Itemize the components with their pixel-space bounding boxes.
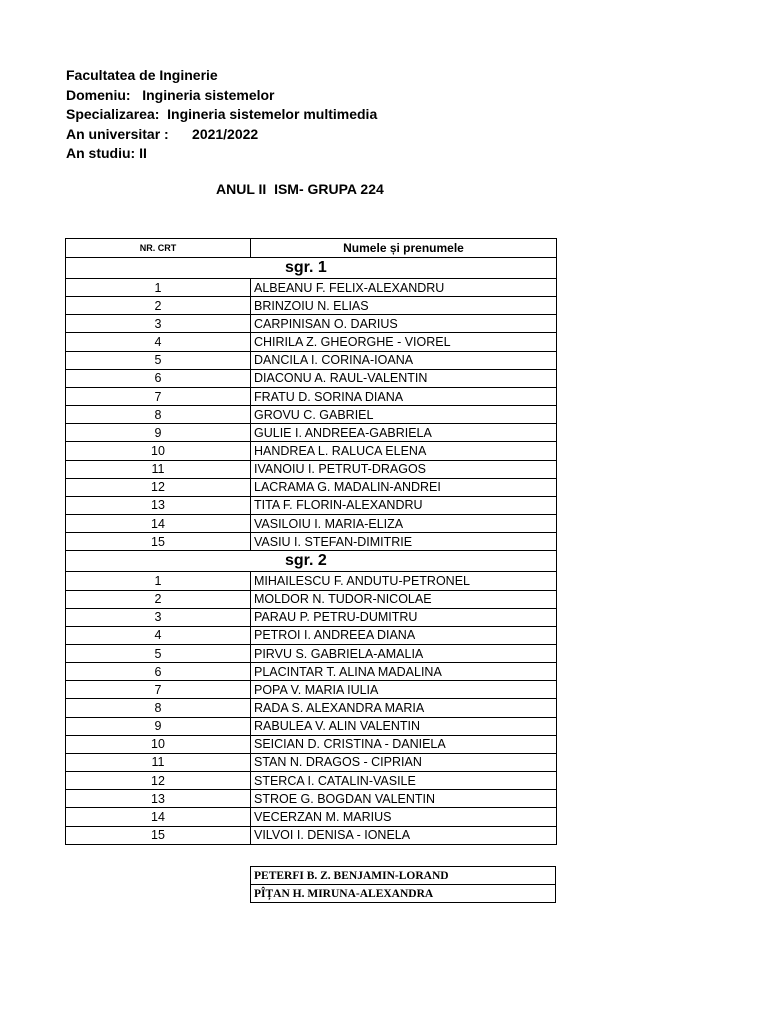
student-name: GROVU C. GABRIEL — [251, 406, 557, 424]
table-row — [66, 478, 557, 496]
row-number: 2 — [66, 590, 251, 608]
row-number: 1 — [66, 279, 251, 297]
table-row — [66, 735, 557, 753]
row-number: 2 — [66, 297, 251, 315]
student-name: HANDREA L. RALUCA ELENA — [251, 442, 557, 460]
row-number: 4 — [66, 626, 251, 644]
table-row — [66, 808, 557, 826]
domain-line: Domeniu: Ingineria sistemelor — [66, 86, 275, 103]
row-number: 14 — [66, 515, 251, 533]
table-row — [66, 387, 557, 405]
extra-student-name: PETERFI B. Z. BENJAMIN-LORAND — [251, 867, 556, 885]
table-row — [66, 460, 557, 478]
student-name: STAN N. DRAGOS - CIPRIAN — [251, 753, 557, 771]
student-name: VASIU I. STEFAN-DIMITRIE — [251, 533, 557, 551]
row-number: 10 — [66, 442, 251, 460]
table-row — [66, 826, 557, 844]
table-row — [66, 644, 557, 662]
student-name: RADA S. ALEXANDRA MARIA — [251, 699, 557, 717]
table-row — [66, 663, 557, 681]
student-name: POPA V. MARIA IULIA — [251, 681, 557, 699]
table-row — [66, 590, 557, 608]
table-row — [66, 717, 557, 735]
nr-crt-header: NR. CRT — [66, 239, 251, 258]
table-row — [66, 442, 557, 460]
student-name: GULIE I. ANDREEA-GABRIELA — [251, 424, 557, 442]
table-row — [66, 790, 557, 808]
subgroup-row — [66, 551, 557, 572]
subgroup-label: sgr. 2 — [66, 551, 557, 572]
student-name: MIHAILESCU F. ANDUTU-PETRONEL — [251, 572, 557, 590]
extra-student-row — [251, 885, 556, 903]
table-row — [66, 351, 557, 369]
students-table — [65, 238, 557, 845]
group-title: ANUL II ISM- GRUPA 224 — [216, 181, 384, 197]
student-name: LACRAMA G. MADALIN-ANDREI — [251, 478, 557, 496]
row-number: 12 — [66, 772, 251, 790]
table-row — [66, 406, 557, 424]
document-header — [66, 66, 377, 164]
row-number: 8 — [66, 699, 251, 717]
row-number: 7 — [66, 387, 251, 405]
student-name: FRATU D. SORINA DIANA — [251, 387, 557, 405]
row-number: 15 — [66, 826, 251, 844]
row-number: 8 — [66, 406, 251, 424]
extra-student-name: PÎȚAN H. MIRUNA-ALEXANDRA — [251, 885, 556, 903]
table-header-row — [66, 239, 557, 258]
student-name: PIRVU S. GABRIELA-AMALIA — [251, 644, 557, 662]
row-number: 3 — [66, 315, 251, 333]
row-number: 15 — [66, 533, 251, 551]
row-number: 5 — [66, 351, 251, 369]
student-name: PLACINTAR T. ALINA MADALINA — [251, 663, 557, 681]
table-row — [66, 681, 557, 699]
row-number: 12 — [66, 478, 251, 496]
row-number: 4 — [66, 333, 251, 351]
row-number: 7 — [66, 681, 251, 699]
student-name: SEICIAN D. CRISTINA - DANIELA — [251, 735, 557, 753]
extra-student-row — [251, 867, 556, 885]
table-row — [66, 315, 557, 333]
row-number: 9 — [66, 717, 251, 735]
table-row — [66, 572, 557, 590]
name-header: Numele și prenumele — [251, 239, 557, 258]
table-row — [66, 772, 557, 790]
student-name: STROE G. BOGDAN VALENTIN — [251, 790, 557, 808]
row-number: 6 — [66, 663, 251, 681]
faculty-line: Facultatea de Inginerie — [66, 67, 218, 83]
subgroup-label: sgr. 1 — [66, 258, 557, 279]
table-row — [66, 333, 557, 351]
student-name: VILVOI I. DENISA - IONELA — [251, 826, 557, 844]
row-number: 13 — [66, 496, 251, 514]
table-row — [66, 496, 557, 514]
row-number: 10 — [66, 735, 251, 753]
row-number: 3 — [66, 608, 251, 626]
row-number: 1 — [66, 572, 251, 590]
student-name: CARPINISAN O. DARIUS — [251, 315, 557, 333]
row-number: 11 — [66, 460, 251, 478]
student-name: IVANOIU I. PETRUT-DRAGOS — [251, 460, 557, 478]
table-row — [66, 608, 557, 626]
table-row — [66, 515, 557, 533]
subgroup-row — [66, 258, 557, 279]
table-row — [66, 279, 557, 297]
student-name: BRINZOIU N. ELIAS — [251, 297, 557, 315]
student-name: DIACONU A. RAUL-VALENTIN — [251, 369, 557, 387]
row-number: 14 — [66, 808, 251, 826]
study-year-line: An studiu: II — [66, 145, 147, 161]
table-row — [66, 533, 557, 551]
row-number: 6 — [66, 369, 251, 387]
row-number: 11 — [66, 753, 251, 771]
student-name: PETROI I. ANDREEA DIANA — [251, 626, 557, 644]
student-name: DANCILA I. CORINA-IOANA — [251, 351, 557, 369]
table-row — [66, 424, 557, 442]
academic-year-line: An universitar : 2021/2022 — [66, 125, 259, 142]
student-name: TITA F. FLORIN-ALEXANDRU — [251, 496, 557, 514]
row-number: 13 — [66, 790, 251, 808]
student-name: CHIRILA Z. GHEORGHE - VIOREL — [251, 333, 557, 351]
student-name: RABULEA V. ALIN VALENTIN — [251, 717, 557, 735]
student-name: STERCA I. CATALIN-VASILE — [251, 772, 557, 790]
student-name: ALBEANU F. FELIX-ALEXANDRU — [251, 279, 557, 297]
specialization-line: Specializarea: Ingineria sistemelor multimedia — [66, 106, 378, 122]
table-row — [66, 699, 557, 717]
student-name: MOLDOR N. TUDOR-NICOLAE — [251, 590, 557, 608]
table-row — [66, 626, 557, 644]
student-name: PARAU P. PETRU-DUMITRU — [251, 608, 557, 626]
extra-students-table — [250, 866, 556, 903]
table-row — [66, 369, 557, 387]
row-number: 9 — [66, 424, 251, 442]
student-name: VASILOIU I. MARIA-ELIZA — [251, 515, 557, 533]
student-name: VECERZAN M. MARIUS — [251, 808, 557, 826]
table-row — [66, 753, 557, 771]
students-body — [66, 258, 557, 845]
row-number: 5 — [66, 644, 251, 662]
table-row — [66, 297, 557, 315]
